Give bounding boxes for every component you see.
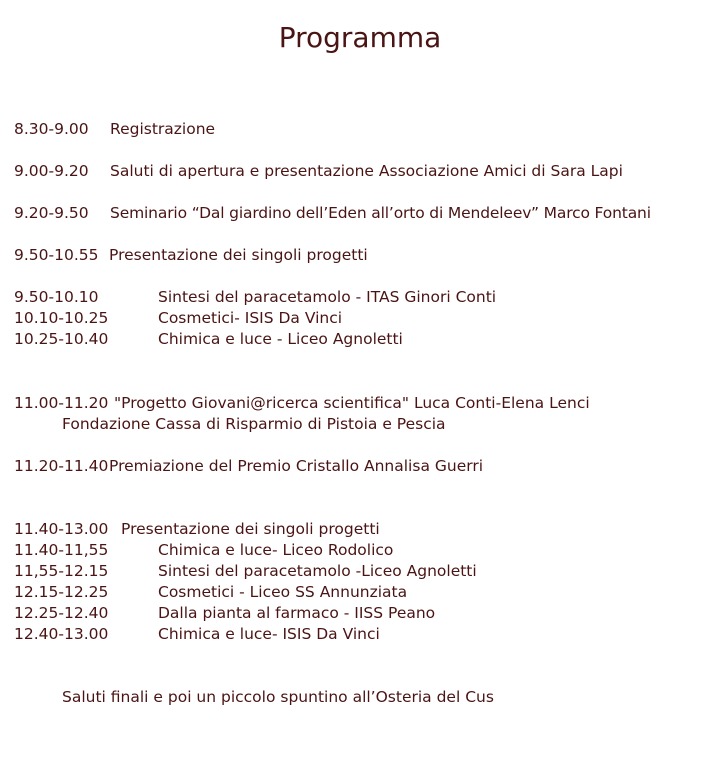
event-label: Saluti finali e poi un piccolo spuntino all’Osteria del Cus (62, 688, 494, 706)
event-label: Cosmetici - Liceo SS Annunziata (158, 583, 408, 601)
page-title: Programma (278, 21, 442, 54)
time-label: 10.25-10.40 (14, 330, 109, 348)
schedule-row-foundation (14, 414, 446, 435)
schedule-row-award (14, 456, 483, 477)
time-label: 12.25-12.40 (14, 604, 109, 622)
time-label: 12.40-13.00 (14, 625, 109, 643)
event-label: Chimica e luce- ISIS Da Vinci (158, 625, 380, 643)
time-label: 11.40-13.00 (14, 520, 109, 538)
schedule-row-projects-morning (14, 245, 368, 266)
schedule-row-project (14, 329, 403, 350)
time-label: 11.20-11.40 (14, 457, 109, 475)
schedule-row-projects-afternoon (14, 519, 380, 540)
time-label: 10.10-10.25 (14, 309, 109, 327)
event-label: Cosmetici- ISIS Da Vinci (158, 309, 343, 327)
event-label: Sintesi del paracetamolo - ITAS Ginori Conti (158, 288, 497, 306)
schedule-row-project (14, 561, 477, 582)
event-label: Presentazione dei singoli progetti (121, 520, 380, 538)
event-label: Dalla pianta al farmaco - IISS Peano (158, 604, 436, 622)
event-label: Seminario “Dal giardino dell’Eden all’orto di Mendeleev” Marco Fontani (110, 204, 651, 222)
schedule-row-project (14, 308, 342, 329)
event-label: "Progetto Giovani@ricerca scientifica" Luca Conti-Elena Lenci (114, 394, 590, 412)
schedule-row-project (14, 603, 435, 624)
schedule-row-project (14, 582, 407, 603)
time-label: 11.00-11.20 (14, 394, 109, 412)
time-label: 11,55-12.15 (14, 562, 109, 580)
time-label: 9.00-9.20 (14, 162, 89, 180)
schedule-row-giovani-ricerca (14, 393, 590, 414)
schedule-row-seminar (14, 203, 651, 224)
time-label: 9.50-10.10 (14, 288, 99, 306)
event-label: Chimica e luce - Liceo Agnoletti (158, 330, 403, 348)
time-label: 11.40-11,55 (14, 541, 109, 559)
time-label: 12.15-12.25 (14, 583, 109, 601)
event-label: Chimica e luce- Liceo Rodolico (158, 541, 394, 559)
event-label: Registrazione (110, 120, 216, 138)
schedule-row-project (14, 287, 496, 308)
schedule-row-registration (14, 119, 215, 140)
event-label: Saluti di apertura e presentazione Associazione Amici di Sara Lapi (110, 162, 623, 180)
schedule-row-closing (14, 687, 494, 708)
schedule-row-project (14, 540, 393, 561)
event-label: Sintesi del paracetamolo -Liceo Agnoletti (158, 562, 477, 580)
time-label: 9.50-10.55 (14, 246, 99, 264)
schedule-row-opening (14, 161, 623, 182)
event-label: Fondazione Cassa di Risparmio di Pistoia e Pescia (62, 415, 446, 433)
time-label: 9.20-9.50 (14, 204, 89, 222)
event-label: Presentazione dei singoli progetti (109, 246, 368, 264)
event-label: Premiazione del Premio Cristallo Annalisa Guerri (109, 457, 484, 475)
schedule-row-project (14, 624, 380, 645)
time-label: 8.30-9.00 (14, 120, 89, 138)
